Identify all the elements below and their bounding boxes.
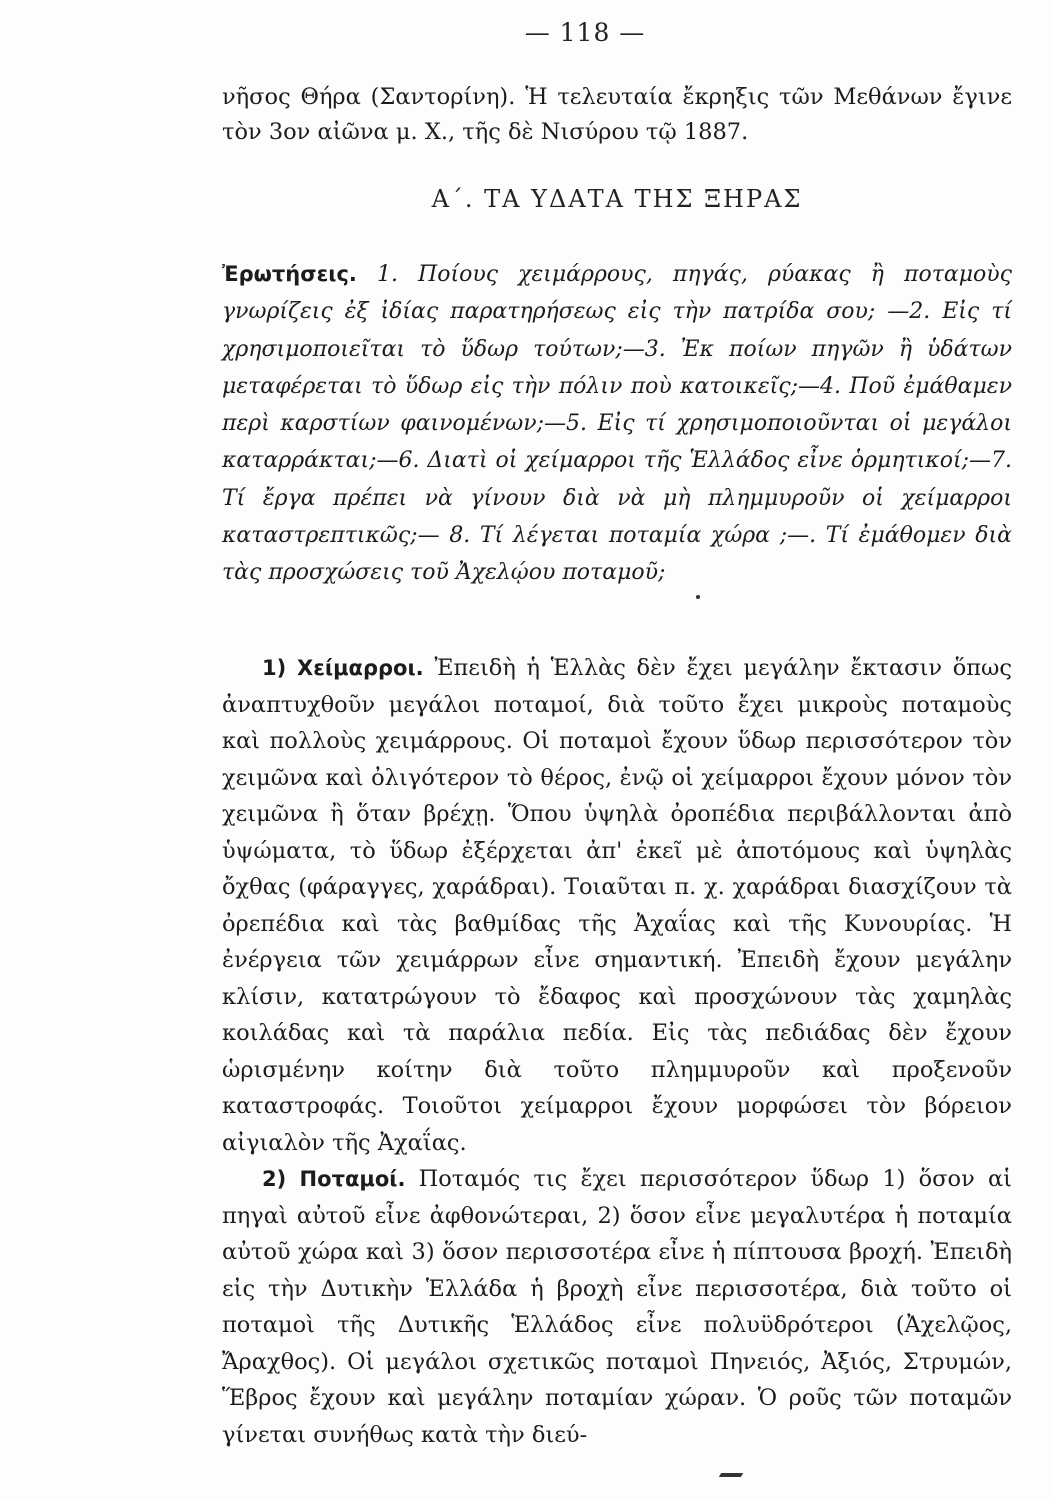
questions-block <box>222 256 1012 592</box>
text-torrents: Ἐπειδὴ ἡ Ἑλλὰς δὲν ἔχει μεγάλην ἔκτασιν ὅπως ἀναπτυχθοῦν μεγάλοι ποταμοί, διὰ τοῦτο ἔχει μικροὺς ποταμοὺς καὶ πολλοὺς χειμάρρους. Οἱ ποταμοὶ ἔχουν ὕδωρ περισσότερον τὸν χειμῶνα καὶ ὀλιγότερον τὸ θέρος, ἐνῷ οἱ χείμαρροι ἔχουν μόνον τὸν χειμῶνα ἢ ὅταν βρέχῃ. Ὅπου ὑψηλὰ ὀροπέδια περιβάλλονται ἀπὸ ὑψώματα, τὸ ὕδωρ ἐξέρχεται ἀπ' ἐκεῖ μὲ ἀποτόμους καὶ ὑψηλὰς ὄχθας (φάραγγες, χαράδραι). Τοιαῦται π. χ. χαράδραι διασχίζουν τὰ ὀρεπέδια καὶ τὰς βαθμίδας τῆς Ἀχαΐας καὶ τῆς Κυνουρίας. Ἡ ἐνέργεια τῶν χειμάρρων εἶνε σημαντική. Ἐπειδὴ ἔχουν μεγάλην κλίσιν, κατατρώγουν τὸ ἔδαφος καὶ προσχώνουν τὰς χαμηλὰς κοιλάδας καὶ τὰ παράλια πεδία. Εἰς τὰς πεδιάδας δὲν ἔχουν ὡρισμένην κοίτην διὰ τοῦτο πλημμυροῦν καὶ προξενοῦν καταστροφάς. Τοιοῦτοι χείμαρροι ἔχουν μορφώσει τὸν βόρειον αἰγιαλὸν τῆς Ἀχαΐας. <box>222 655 1012 1156</box>
footer-dash-mark <box>719 1473 743 1477</box>
questions-label: Ἐρωτήσεις. <box>222 262 357 286</box>
body-text <box>222 650 1012 1453</box>
paragraph-torrents <box>222 650 1012 1161</box>
questions-text: 1. Ποίους χειμάρρους, πηγάς, ρύακας ἢ ποταμοὺς γνωρίζεις ἐξ ἰδίας παρατηρήσεως εἰς τὴν πατρίδα σου; —2. Εἰς τί χρησιμοποιεῖται τὸ ὕδωρ τούτων;—3. Ἐκ ποίων πηγῶν ἢ ὑδάτων μεταφέρεται τὸ ὕδωρ εἰς τὴν πόλιν ποὺ κατοικεῖς;—4. Ποῦ ἐμάθαμεν περὶ καρστίων φαινομένων;—5. Εἰς τί χρησιμοποιοῦνται οἱ μεγάλοι καταρράκται;—6. Διατὶ οἱ χείμαρροι τῆς Ἑλλάδος εἶνε ὁρμητικοί;—7. Τί ἔργα πρέπει νὰ γίνουν διὰ νὰ μὴ πλημμυροῦν οἱ χείμαρροι καταστρεπτικῶς;— 8. Τί λέγεται ποταμία χώρα ;—. Τί ἐμάθομεν διὰ τὰς προσχώσεις τοῦ Ἀχελῴου ποταμοῦ; <box>222 262 1012 586</box>
text-rivers: Ποταμός τις ἔχει περισσότερον ὕδωρ 1) ὅσον αἱ πηγαὶ αὐτοῦ εἶνε ἀφθονώτεραι, 2) ὅσον εἶνε μεγαλυτέρα ἡ ποταμία αὐτοῦ χώρα καὶ 3) ὅσον περισσοτέρα εἶνε ἡ πίπτουσα βροχή. Ἐπειδὴ εἰς τὴν Δυτικὴν Ἑλλάδα ἡ βροχὴ εἶνε περισσοτέρα, διὰ τοῦτο οἱ ποταμοὶ τῆς Δυτικῆς Ἑλλάδος εἶνε πολυϋδρότεροι (Ἀχελῷος, Ἄραχθος). Οἱ μεγάλοι σχετικῶς ποταμοὶ Πηνειός, Ἀξιός, Στρυμών, Ἕβρος ἔχουν καὶ μεγάλην ποταμίαν χώραν. Ὁ ροῦς τῶν ποταμῶν γίνεται συνήθως κατὰ τὴν διεύ- <box>222 1166 1012 1448</box>
page-number: — 118 — <box>524 18 646 47</box>
heading-torrents: 1) Χείμαρροι. <box>262 656 424 680</box>
section-title: Α΄. ΤΑ ΥΔΑΤΑ ΤΗΣ ΞΗΡΑΣ <box>431 185 803 213</box>
intro-paragraph: νῆσος Θήρα (Σαντορίνη). Ἡ τελευταία ἔκρηξις τῶν Μεθάνων ἔγινε τὸν 3ον αἰῶνα μ. Χ., τῆς δὲ Νισύρου τῷ 1887. <box>222 84 1012 146</box>
paragraph-rivers <box>222 1161 1012 1453</box>
print-speck <box>696 595 700 599</box>
heading-rivers: 2) Ποταμοί. <box>262 1167 406 1191</box>
